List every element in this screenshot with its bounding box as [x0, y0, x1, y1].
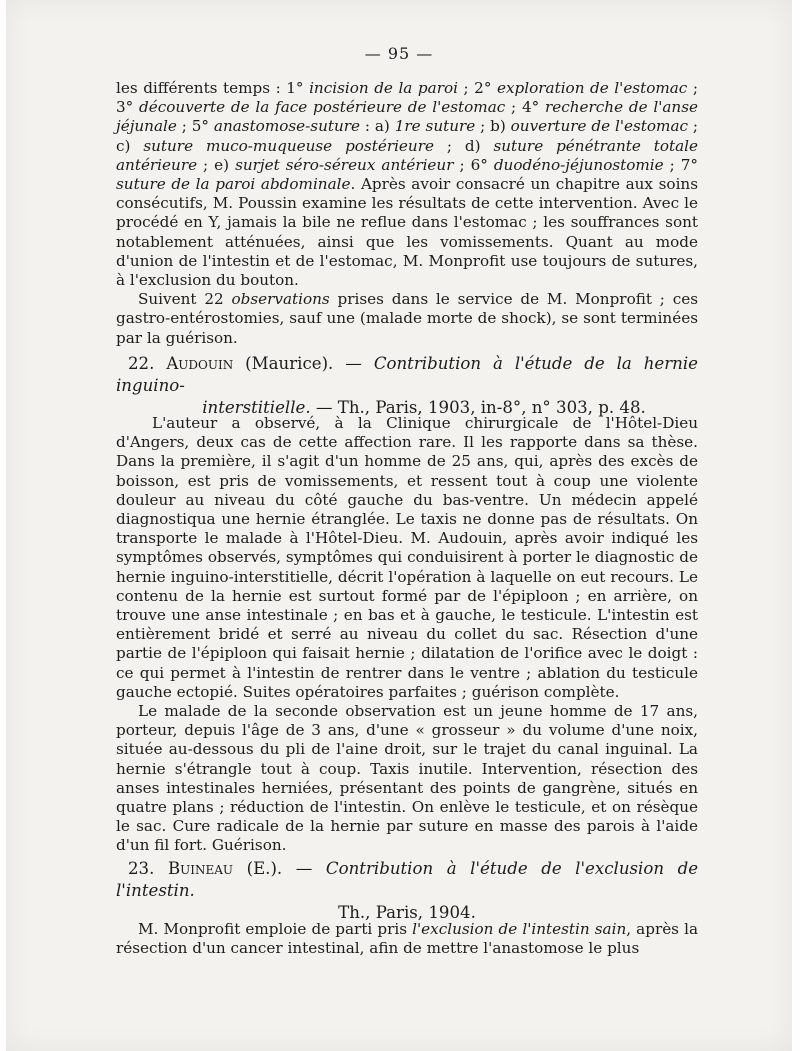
- continuation-block: [116, 79, 698, 348]
- entry-23-number: 23.: [128, 859, 155, 878]
- entry-23-title: Contribution à l'étude de l'exclusion de l'intestin.: [116, 859, 699, 900]
- italic-run-17: suture pénétrante totale antérieure: [116, 136, 699, 174]
- entry-23-reference: Th., Paris, 1904.: [338, 903, 476, 922]
- entry-22-author-rest: (Maurice).: [233, 354, 334, 373]
- italic-run-7: recherche de l'anse jéjunale: [116, 98, 698, 136]
- page-number: — 95 —: [364, 44, 434, 63]
- entry-22: [116, 353, 698, 419]
- text-run-0: les différents temps : 1°: [116, 79, 310, 97]
- entry-23-author-rest: (E.).: [233, 859, 283, 878]
- entry-22-title-line-2: interstitielle.: [202, 398, 311, 417]
- italic-run-15: suture muco-muqueuse postérieure: [143, 136, 434, 155]
- text-run-2: ; 2°: [457, 79, 497, 97]
- entry-22-body: [116, 414, 698, 856]
- text-run-4: ; 3°: [116, 79, 698, 117]
- italic-run-3: exploration de l'estomac: [497, 79, 688, 97]
- entry-22-paragraph-2: [116, 702, 698, 856]
- italic-run-11: 1re suture: [394, 117, 476, 136]
- text-run-20: ; 6°: [453, 155, 494, 174]
- entry-22-paragraph-1: [116, 414, 698, 702]
- document-page: [6, 0, 792, 1051]
- entry-23: [116, 858, 698, 924]
- entry-23-paragraph-1: [116, 920, 698, 958]
- entry-22-dash: —: [333, 354, 374, 373]
- continuation-paragraph-2-text: [116, 290, 698, 346]
- text-run-14: ; c): [116, 117, 699, 155]
- entry-22-paragraph-2-text: Le malade de la seconde observation est un jeune homme de 17 ans, porteur, depuis l'âge de 3 ans, d'une « grosseur » du volume d'une noix, située au-dessous du pli de l'aine droit, sur le trajet du canal inguinal. La hernie s'étrangle tout à coup. Taxis inutile. Intervention, résection des anses intestinales herniées, présentant des points de gangrène, situés en quatre plans ; réduction de l'intestin. On enlève le testicule, et on résèque le sac. Cure radicale de la hernie par suture en masse des parois à l'aide d'un fil fort. Guérison.: [116, 702, 698, 855]
- entry-23-author: Buineau: [167, 859, 234, 878]
- text-run-18: ; e): [197, 155, 236, 174]
- continuation-paragraph-2: [116, 290, 698, 348]
- entry-22-number: 22.: [128, 354, 155, 373]
- italic-run-13: ouverture de l'estomac: [510, 117, 689, 136]
- italic-run-1: incision de la paroi: [309, 79, 458, 97]
- italic-run-1: observations: [231, 290, 330, 309]
- text-run-12: ; b): [475, 117, 511, 136]
- entry-22-author: Audouin: [166, 354, 234, 373]
- text-run-10: : a): [360, 117, 395, 136]
- italic-run-23: suture de la paroi abdominale: [116, 175, 351, 194]
- entry-22-paragraph-1-text: L'auteur a observé, à la Clinique chirurgicale de l'Hôtel-Dieu d'Angers, deux cas de cette affection rare. Il les rapporte dans sa thèse. Dans la première, il s'agit d'un homme de 25 ans, qui, après des excès de boisson, est pris de vomissements, et ressent tout à coup une violente douleur au niveau du côté gauche du bas-ventre. Un médecin appelé diagnostiqua une hernie étranglée. Le taxis ne donne pas de résultats. On transporte le malade à l'Hôtel-Dieu. M. Audouin, après avoir indiqué les symptômes observés, symptômes qui conduisirent à porter le diagnostic de hernie inguino-interstitielle, décrit l'opération à laquelle on eut recours. Le contenu de la hernie est surtout formé par de l'épiploon ; en arrière, on trouve une anse intestinale ; en bas et à gauche, le testicule. L'intestin est entièrement bridé et serré au niveau du collet du sac. Résection d'une partie de l'épiploon qui faisait hernie ; dilatation de l'orifice avec le doigt : ce qui permet à l'intestin de rentrer dans le ventre ; ablation du testicule gauche ectopié. Suites opératoires parfaites ; guérison complète.: [116, 414, 698, 701]
- italic-run-9: anastomose-suture: [213, 117, 360, 136]
- entry-23-dash: —: [282, 859, 326, 878]
- text-run-6: ; 4°: [505, 98, 545, 117]
- entry-22-heading: [116, 353, 698, 419]
- text-run-22: ; 7°: [663, 155, 699, 174]
- text-run-0: M. Monprofit emploie de parti pris: [138, 920, 413, 938]
- italic-run-5: découverte de la face postérieure de l'estomac: [139, 98, 506, 117]
- text-run-0: Suivent 22: [138, 290, 232, 309]
- italic-run-19: surjet séro-séreux antérieur: [235, 155, 454, 174]
- entry-22-reference: — Th., Paris, 1903, in-8°, n° 303, p. 48.: [310, 398, 646, 417]
- entry-22-title-line-1: Contribution à l'étude de la hernie inguino-: [116, 354, 698, 395]
- text-run-16: ; d): [433, 136, 494, 155]
- entry-23-body: [116, 920, 698, 958]
- text-run-8: ; 5°: [176, 117, 214, 136]
- italic-run-21: duodéno-jéjunostomie: [493, 155, 664, 174]
- text-run-2: prises dans le service de M. Monprofit ; ces gastro-entérostomies, sauf une (malade morte de shock), se sont terminées par la guérison.: [116, 290, 698, 347]
- entry-23-paragraph-1-text: [116, 920, 698, 957]
- text-run-2: , après la résection d'un cancer intestinal, afin de mettre l'anastomose le plus: [116, 920, 698, 958]
- entry-23-heading: [116, 858, 698, 902]
- continuation-paragraph-1: [116, 79, 698, 290]
- text-run-24: . Après avoir consacré un chapitre aux soins consécutifs, M. Poussin examine les résultats de cette intervention. Avec le procédé en Y, jamais la bile ne reflue dans l'estomac ; les souffrances sont notablement atténuées, ainsi que les vomissements. Quant au mode d'union de l'intestin et de l'estomac, M. Monprofit use toujours de sutures, à l'exclusion du bouton.: [116, 175, 699, 290]
- italic-run-1: l'exclusion de l'intestin sain: [412, 920, 627, 938]
